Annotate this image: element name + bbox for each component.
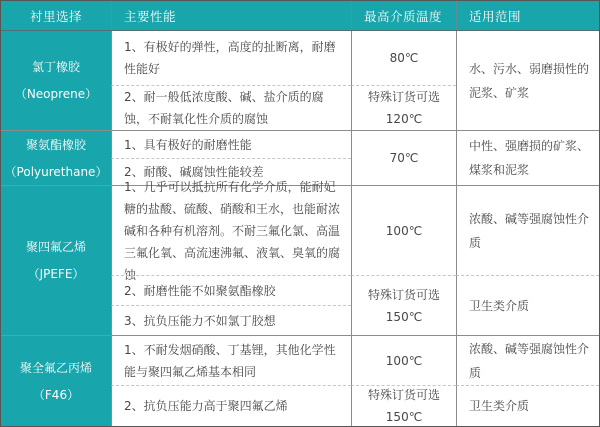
performance-cell: 1、具有极好的耐磨性能 <box>111 131 351 158</box>
performance-cell: 1、几乎可以抵抗所有化学介质，能耐妃糖的盐酸、硫酸、硝酸和王水，也能耐浓碱和各种有机溶剂。不耐三氟化氯、高温三氟化氧、高流速沸氟、液氧、臭氧的腐蚀 <box>111 186 351 275</box>
temperature-note: 特殊订货可选 <box>367 287 440 302</box>
temperature-value: 150℃ <box>385 410 423 424</box>
performance-cell: 1、有极好的弹性，高度的扯断离，耐磨性能好 <box>111 31 351 85</box>
performance-cell: 2、耐酸、碱腐蚀性能较差 <box>111 158 351 185</box>
table-header-row <box>1 1 599 31</box>
material-subname: （JPEFE） <box>27 267 85 281</box>
temperature-cell <box>351 186 456 275</box>
material-subname: （Polyurethane） <box>4 164 108 179</box>
temperature-value: 100℃ <box>385 223 423 238</box>
material-cell-f46 <box>1 336 111 426</box>
material-cell-polyurethane <box>1 131 111 185</box>
performance-cell: 2、抗负压能力高于聚四氟乙烯 <box>111 385 351 426</box>
application-cell: 卫生类介质 <box>456 385 599 426</box>
header-lining-selection: 衬里选择 <box>1 1 111 30</box>
application-cell: 浓酸、碱等强腐蚀性介质 <box>456 186 599 275</box>
material-subname: （F46） <box>32 387 80 402</box>
performance-cell: 2、耐一般低浓度酸、碱、盐介质的腐蚀，不耐氧化性介质的腐蚀 <box>111 85 351 130</box>
material-cell-neoprene <box>1 31 111 130</box>
temperature-value: 100℃ <box>385 353 423 368</box>
material-name: 聚氨酯橡胶 <box>25 137 86 152</box>
temperature-cell <box>351 85 456 130</box>
material-name: 聚四氟乙烯 <box>25 240 86 254</box>
material-group-f46 <box>1 335 599 426</box>
temperature-note: 特殊订货可选 <box>367 90 440 104</box>
header-max-medium-temperature: 最高介质温度 <box>351 1 456 30</box>
temperature-cell <box>351 336 456 385</box>
application-cell: 中性、强磨损的矿浆、煤浆和泥浆 <box>456 131 599 185</box>
material-name: 氯丁橡胶 <box>31 60 80 74</box>
application-cell: 浓酸、碱等强腐蚀性介质 <box>456 336 599 385</box>
temperature-cell <box>351 131 456 185</box>
temperature-cell <box>351 31 456 85</box>
temperature-cell <box>351 275 456 335</box>
application-cell: 水、污水、弱磨损性的泥浆、矿浆 <box>456 31 599 130</box>
temperature-value: 80℃ <box>389 51 419 65</box>
temperature-value: 150℃ <box>385 309 423 324</box>
header-application-range: 适用范围 <box>456 1 599 30</box>
application-cell: 卫生类介质 <box>456 275 599 335</box>
header-main-performance: 主要性能 <box>111 1 351 30</box>
temperature-cell <box>351 385 456 426</box>
material-group-ptfe <box>1 179 599 335</box>
material-cell-ptfe <box>1 186 111 335</box>
performance-cell: 3、抗负压能力不如氯丁胶想 <box>111 305 351 335</box>
material-name: 聚全氟乙丙烯 <box>19 360 92 375</box>
material-group-neoprene <box>1 31 599 130</box>
performance-cell: 2、耐磨性能不如聚氨酯橡胶 <box>111 275 351 305</box>
temperature-value: 70℃ <box>389 151 419 165</box>
temperature-value: 120℃ <box>385 112 423 126</box>
temperature-note: 特殊订货可选 <box>367 388 440 402</box>
performance-cell: 1、不耐发烟硝酸、丁基锂，其他化学性能与聚四氟乙烯基本相同 <box>111 336 351 385</box>
material-subname: （Neoprene） <box>14 87 98 101</box>
